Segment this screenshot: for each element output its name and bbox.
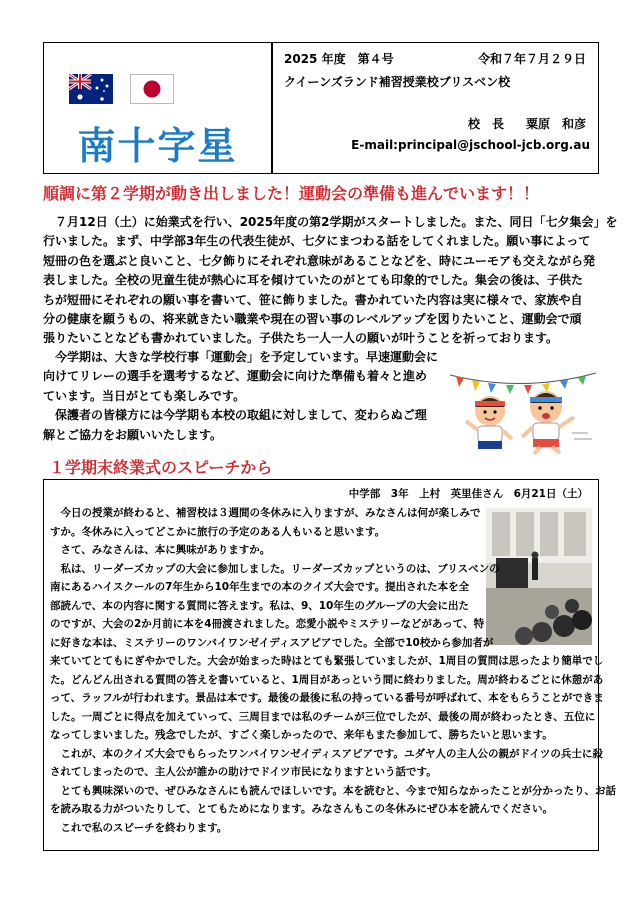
sports-day-children-illustration xyxy=(448,363,598,455)
school-name: クイーンズランド補習授業校ブリスベン校 xyxy=(284,75,511,89)
speech-line: 部読んで、本の内容に関する質問に答えます。私は、9、10年生のグループの大会に出た xyxy=(50,599,470,612)
speech-line: 来ていてとてもにぎやかでした。大会が始まった時はとても緊張していましたが、1周目の質問は思ったより簡単でし xyxy=(50,655,604,667)
australia-flag-icon xyxy=(69,74,113,104)
speech-line: これで私のスピーチを終わります。 xyxy=(50,821,228,834)
paragraph-line: ちが短冊にそれぞれの願い事を書いて、笹に飾りました。書かれていた内容は実に様々で、家族や自 xyxy=(43,292,583,307)
japan-flag-icon xyxy=(130,74,174,104)
speech-line: すか。冬休みに入ってどこかに旅行の予定のある人もいると思います。 xyxy=(50,525,386,538)
paragraph-line: 表しました。全校の児童生徒が熱心に耳を傾けていたのがとても印象的でした。集会の後は、子供た xyxy=(43,273,584,288)
paragraph-line: 張りたいことなども書かれていました。子供たち一人一人の願いが叶うことを祈っております。 xyxy=(43,331,559,346)
speech-box xyxy=(43,479,616,851)
paragraph-line: 保護者の皆様方には今学期も本校の取組に対しまして、変わらぬご理 xyxy=(43,408,427,423)
speech-line: 今日の授業が終わると、補習校は３週間の冬休みに入りますが、みなさんは何が楽しみで xyxy=(50,507,481,519)
speech-line: 南にあるハイスクールの7年生から10年生までの本のクイズ大会です。提出された本を全 xyxy=(50,581,470,593)
speech-line: に好きな本は、ミステリーのワンバイワンゼイディスアピアでした。全部で10校から参加者が xyxy=(50,636,494,649)
speech-body xyxy=(50,504,616,837)
article1-heading: 順調に第２学期が動き出しました！運動会の準備も進んでいます！！ xyxy=(43,184,540,203)
speech-line: されてしまったので、主人公が誰かの助けでドイツ市民になりますという話です。 xyxy=(50,766,437,778)
speech-line: た。どんどん出される質問の答えを書いていると、1周目があっという間に終わりました。周が終わるごとに休憩があ xyxy=(50,673,604,686)
paragraph-line: 分の健康を願うもの、将来就きたい職業や現在の習い事のレベルアップを図りたいこと、運動会で頑 xyxy=(43,312,582,327)
paragraph-line: 解とご協力をお願いいたします。 xyxy=(43,427,223,442)
speech-line: さて、みなさんは、本に興味がありますか。 xyxy=(50,544,271,556)
masthead-divider xyxy=(271,43,273,173)
article2-heading: １学期末終業式のスピーチから xyxy=(49,458,273,477)
issue-date: 令和７年７月２９日 xyxy=(477,52,586,66)
paragraph-line: 今学期は、大きな学校行事「運動会」を予定しています。早速運動会に xyxy=(43,350,439,364)
principal-line xyxy=(468,115,586,132)
speech-line: なってしまいました。残念でしたが、すごく楽しかったので、来年もまた参加して、勝ちたいと思います。 xyxy=(50,729,553,741)
speech-line: のですが、大会の2か月前に本を4冊渡されました。恋愛小説やミステリーなどがあって、特 xyxy=(50,618,485,630)
speaker-byline: 中学部 3年 上村 英里佳さん 6月21日（土） xyxy=(348,488,588,500)
newsletter-title: 南十字星 xyxy=(77,124,238,168)
paragraph-line: 向けてリレーの選手を選考するなど、運動会に向けた準備も着々と進め xyxy=(43,369,428,384)
issue-number: 2025 年度 第４号 xyxy=(284,52,394,66)
paragraph-line: 短冊の色を選ぶと良いこと、七夕飾りにそれぞれ意味があることなどを、時にユーモアも交えながら発 xyxy=(43,253,596,268)
paragraph-line: 行いました。まず、中学部3年生の代表生徒が、七夕にまつわる話をしてくれました。願い事によって xyxy=(43,234,591,249)
speech-line: これが、本のクイズ大会でもらったワンバイワンゼイディスアピアです。ユダヤ人の主人公の親がドイツの兵士に殺 xyxy=(50,747,603,760)
email-address: E-mail:principal@jschool-jcb.org.au xyxy=(351,138,590,152)
principal-name: 粟原 和彦 xyxy=(525,117,586,131)
speech-line: を読み取る力がついたりして、とてもためになります。みなさんもこの冬休みにぜひ本を読んでください。 xyxy=(50,803,553,815)
article1-paragraph2 xyxy=(43,348,443,445)
speech-line: って、ラッフルが行われます。景品は本です。最後の最後に私の持っている番号が呼ばれて、本をもらうことができま xyxy=(50,692,604,704)
speech-line: した。一周ごとに得点を加えていって、三周目までは私のチームが三位でしたが、最後の周が終わったとき、五位に xyxy=(50,710,596,723)
principal-role: 校 長 xyxy=(467,117,504,131)
speech-line: 私は、リーダーズカップの大会に参加しました。リーダーズカップというのは、ブリスベンの xyxy=(50,562,500,575)
paragraph-line: ています。当日がとても楽しみです。 xyxy=(43,388,246,403)
article1-paragraph1 xyxy=(43,213,618,349)
paragraph-line: ７月12日（土）に始業式を行い、2025年度の第2学期がスタートしました。また、同日「七夕集会」を xyxy=(43,215,618,229)
speech-line: とても興味深いので、ぜひみなさんにも読んでほしいです。本を読むと、今まで知らなかったことが分かったり、お話 xyxy=(50,784,616,797)
masthead xyxy=(43,42,599,174)
